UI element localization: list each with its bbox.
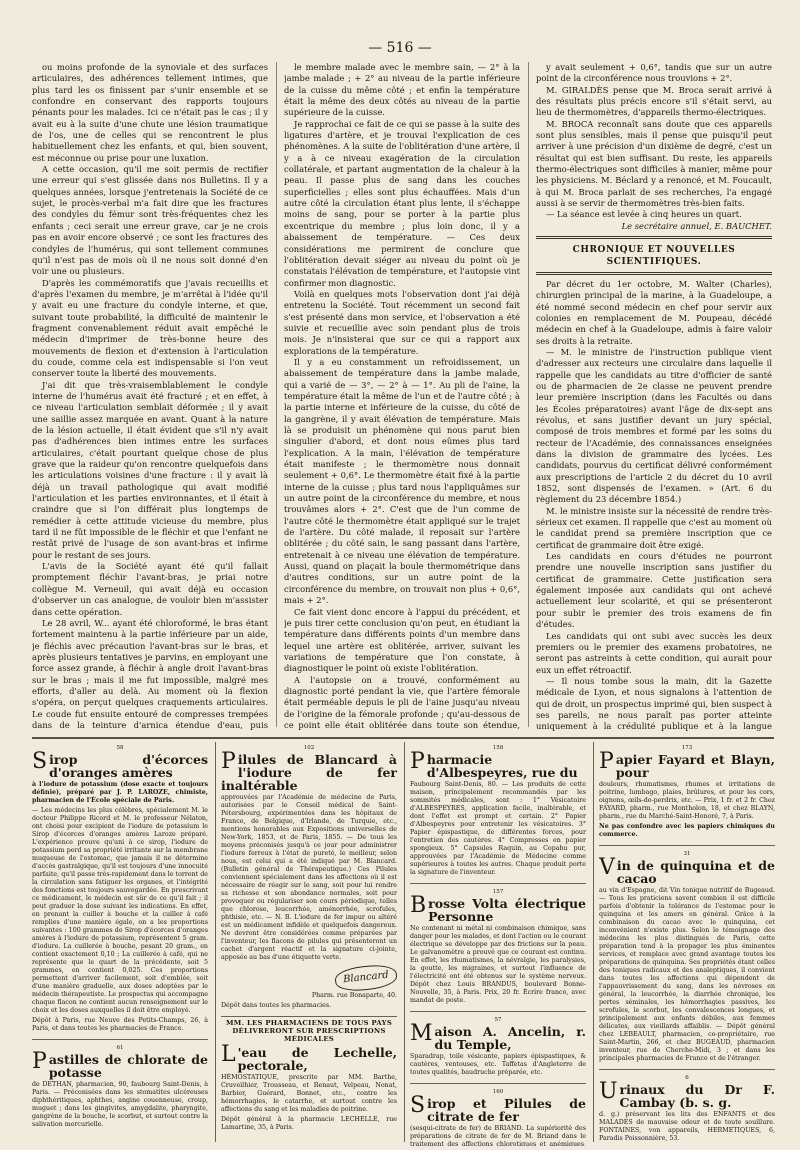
article-column-3 xyxy=(536,62,772,732)
ad-column-2 xyxy=(221,742,397,1146)
ad-body: d. g.) préservant les lits des ENFANTS et des MALADES de mauvaise odeur et de toute souillure. FONTAINES, von appareils, HERMETIQUES, 6, Paradis Poissonnière, 53. xyxy=(599,1111,775,1142)
paragraph: ou moins profonde de la synoviale et des surfaces articulaires, des adhérences tellement intimes, que plus tard les os finissent par s'unir ensemble et se confondre en conservant des rapports toujours pénants pour les malades. Ici ce n'était pas le cas ; il y avait eu à la suite d'une chute une lésion traumatique de l'os, une de celles qui se rencontrent le plus habituellement chez les enfants, et qui, bien souvent, est méconnue ou prise pour une luxation. xyxy=(32,62,268,163)
paragraph: M. BROCA reconnaît sans doute que ces appareils sont plus sensibles, mais il pense que puisqu'il peut arriver à une précision d'un dixième de degré, c'est un résultat qui est bien suffisant. Du reste, les appareils thermo-électriques sont difficiles à manier, même pour les physiciens. M. Béclard y a renoncé, et M. Foucault, à qui M. Broca parlait de ses recherches, l'a engagé aussi à se servir de thermomètres très-bien faits. xyxy=(536,118,772,209)
paragraph: Ce fait vient donc encore à l'appui du précédent, et je puis tirer cette conclusion qu'on peut, en étudiant la température dans différents points d'un membre dans lequel une artère est oblitérée, arriver, suivant les variations de température que l'on constate, à diagnostiquer le point où existe l'oblitération. xyxy=(284,606,520,674)
ad-title xyxy=(32,749,208,780)
paragraph: M. GIRALDÈS pense que M. Broca serait arrivé à des résultats plus précis encore s'il s'était servi, au lieu de thermomètres, d'appareils thermo-électriques. xyxy=(536,84,772,118)
ad-number: 31 xyxy=(683,851,691,857)
section-divider xyxy=(536,236,772,239)
paragraph: M. le ministre insiste sur la nécessité de rendre très-sérieux cet examen. Il rappelle que c'est au moment où le candidat prend sa première inscription que ce certificat de grammaire doit être exigé. xyxy=(536,505,772,550)
ad-number: 58 xyxy=(116,745,124,751)
advertisements-section xyxy=(32,742,774,1146)
column-divider xyxy=(215,742,216,1142)
ad-sirop-citrate xyxy=(410,1086,586,1146)
signature-stamp: Blancard xyxy=(334,963,397,993)
paragraph: L'avis de la Société ayant été qu'il fallait promptement fléchir l'avant-bras, je priai notre collègue M. Verneuil, qui avait déjà eu occasion d'observer un cas analogue, de vouloir bien m'assister dans cette opération. xyxy=(32,561,268,617)
ad-title-text: in de quinquina et de cacao xyxy=(616,858,775,886)
ad-address: Dépôt dans toutes les pharmacies. xyxy=(221,1002,332,1009)
ad-body: douleurs, rhumatismes, rhumes et irritations de poitrine, lumbago, plaies, brûlures, et pour les cors, oignons, œils-de-perdrix, etc. — Prix, 1 fr. et 2 fr. Chez FAYARD, pharm., rue Montholon, 18, et chez BLAYN, pharm., rue du Marché-Saint-Honoré, 7, à Paris. xyxy=(599,781,775,820)
ad-pastilles-chlorate xyxy=(32,1042,208,1135)
ad-dropcap: L xyxy=(221,1042,236,1067)
ad-title xyxy=(599,855,775,886)
ad-body: de DETHAN, pharmacien, 90, faubourg Saint-Denis, à Paris. — Préconisées dans les stomatites ulcéreuses diphthéritiques, aphthes, angine couenneuse, croup, muguet ; dans les gingivites, amygdalite, pharyngite, gangrène de la bouche, le scorbut, et surtout contre la salivation mercurielle. xyxy=(32,1081,208,1128)
ad-body: au vin d'Espagne, dit Vin tonique nutritif de Bugeaud. — Tous les praticiens savent combien il est difficile parfois d'obtenir la tolérance de l'estomac pour le quinquina et les amers en général. Grâce à la combinaison du cacao avec le quinquina, cet inconvénient n'existe plus. Selon le témoignage des médecins les plus distingués de Paris, cette préparation tend à la propager les plus éminentes services, et remplace avec grand avantage toutes les préparations de quinquina. Ses propriétés étant celles des toniques radicaux et des analeptiques, il convient dans toutes les affections qui dépendent de l'appauvrissement du sang, dans les névroses en général, la leucorrhée, la diarrhée chronique, les pertes séminales, les hémorrhagies passives, les scrofules, le scorbut, les convalescences longues, et principalement aux enfants débiles, aux femmes délicates, aux vieillards affaiblis. — Dépôt général chez LEBEAULT, pharmacien, co-propriétaire, rue Saint-Martin, 266, et chez BUGEAUD, pharmacien inventeur, rue de Cherche-Midi, 3 ; et dans les principales pharmacies de France et de l'étranger. xyxy=(599,887,775,1062)
ad-title-text: rosse Volta électrique Personne xyxy=(428,896,586,924)
page-number: — 516 — xyxy=(368,40,432,56)
stamp-caption: Pharm. rue Bonaparte, 40. xyxy=(311,992,397,999)
ad-dropcap: P xyxy=(32,1049,47,1074)
ad-dropcap: B xyxy=(410,893,427,918)
ad-sirop-oranges xyxy=(32,742,208,1040)
ad-subtitle: à l'iodure de potassium (dose exacte et toujours définie), préparé par J. P. LAROZE, chimiste, pharmacien de l'École spéciale de Paris. xyxy=(32,781,208,804)
ad-title-text: aison A. Ancelin, r. du Temple, xyxy=(434,1024,586,1052)
ad-eau-lechelle xyxy=(221,1043,397,1138)
article-column-1 xyxy=(32,62,268,732)
section-divider xyxy=(536,272,772,275)
ad-number: 57 xyxy=(494,1017,502,1023)
paragraph: Le 28 avril, W... ayant été chloroformé, le bras étant fortement maintenu à la partie inférieure par un aide, je fléchis avec précaution l'avant-bras sur le bras, et après plusieurs tentatives je parvins, en employant une force assez grande, à fléchir à angle droit l'avant-bras sur le bras ; mais il me fut impossible, malgré mes efforts, d'aller au delà. Au moment où la flexion s'opéra, on perçut quelques craquements articulaires. Le coude fut ensuite entouré de compresses trempées dans de la teinture d'arnica étendue d'eau, puis xyxy=(32,617,268,730)
ad-dropcap: P xyxy=(410,749,425,774)
paragraph: — La séance est levée à cinq heures un quart. xyxy=(546,209,742,220)
ad-title xyxy=(599,1079,775,1110)
ad-column-1 xyxy=(32,742,208,1146)
ad-number: 157 xyxy=(492,889,504,895)
column-divider xyxy=(528,62,529,727)
ad-number: 61 xyxy=(116,1045,124,1051)
ad-body: Sparadrap, toile vésicante, papiers épispastiques, & cautères, ventouses, etc. Taffetas d'Angleterre de toutes qualités, baudruche préparée, etc. xyxy=(410,1053,586,1076)
ad-title xyxy=(410,1093,586,1124)
ad-title xyxy=(599,749,775,780)
paragraph: D'après les commémoratifs que j'avais recueillis et d'après l'examen du membre, je m'arrêtai à l'idée qu'il y avait eu une fracture du condyle interne, et que, suivant toute probabilité, la difficulté de maintenir le fragment convenablement réduit avait empêché le médecin d'imprimer de très-bonne heure des mouvements de flexion et d'extension à l'articulation du coude, comme cela est indispensable si l'on veut conserver toute la liberté des mouvements. xyxy=(32,277,268,379)
ad-dropcap: S xyxy=(410,1093,426,1118)
paragraph: A l'autopsie on a trouvé, conformément au diagnostic porté pendant la vie, que l'artère fémorale était perméable depuis le pli de l'aine jusqu'au niveau de l'origine de la fémorale profonde ; qu'au-dessous de ce point elle était oblitérée dans toute son étendue, xyxy=(284,674,520,730)
ad-title-text: irop et Pilules de citrate de fer xyxy=(427,1096,586,1124)
ad-title xyxy=(32,1049,208,1080)
ad-title-text: harmacie d'Albespeyres, rue du xyxy=(426,752,578,780)
ad-title-text: ilules de Blancard à l'iodure de fer inaltérable xyxy=(221,752,397,793)
ad-dropcap: V xyxy=(599,855,615,880)
ad-body: Ne contenant ni métal ni combinaison chimique, sans danger pour les malades, et dont l'action ou le courant électrique se développe par des frictions sur la peau. Le galvanomètre a prouvé que ce courant est continu. En effet, les rhumatismes, la névralgie, les paralysies, la goutte, les migraines, et surtout l'influence de l'électricité ont été obtenus sur le système nerveux. Dépôt chez Louis BRANDUS, boulevard Bonne-Nouvelle, 35, à Paris. Prix, 20 fr. Écrire franco, avec mandat de poste. xyxy=(410,925,586,1004)
paragraph: Les candidats qui ont subi avec succès les deux premiers ou le premier des examens probatoires, ne seront pas astreints à cette condition, qui aurait pour eux un effet rétroactif. xyxy=(536,630,772,675)
ad-body: approuvées par l'Académie de médecine de Paris, autorisées par le Conseil médical de Saint-Pétersbourg, expérimentées dans les hôpitaux de France, de Belgique, d'Irlande, de Turquie, etc., mentions honorables aux Expositions universelles de New-York, 1853, et de Paris, 1855. — De tous les moyens préconisés jusqu'à ce jour pour administrer l'iodure ferreux à l'état de pureté, le meilleur, selon nous, est celui qui a été indiqué par M. Blancard. (Bulletin général de Thérapeutique.) Ces Pilules conviennent spécialement dans les affections où il est nécessaire de réagir sur le sang, soit pour lui rendre sa richesse et son abondance normales, soit pour provoquer ou régulariser son cours périodique, telles que chlorose, leucorrhée, aménorrhée, scrofules, phthisie, etc. — N. B. L'iodure de fer impur ou altéré est un médicament infidèle et quelquefois dangereux. Ne devront être considérées comme préparées par l'inventeur, les flacons de pilules qui présenteront un cachet d'argent réactif et la signature ci-jointe, apposée au bas d'une étiquette verte. xyxy=(221,794,397,961)
ad-body: (sesqui-citrate de fer) de BRIAND. La supériorité des préparations de citrate de fer de M. Briand dans le traitement des affections chlorotiques et anémiques, xyxy=(410,1125,586,1146)
ad-dropcap: U xyxy=(599,1079,618,1104)
ad-title xyxy=(221,749,397,793)
ad-papier-fayard xyxy=(599,742,775,846)
pharmacists-notice: MM. LES PHARMACIENS DE TOUS PAYS DÉLIVRERONT SUR PRESCRIPTIONS MÉDICALES xyxy=(225,1019,393,1043)
ad-number: 160 xyxy=(492,1089,504,1095)
ad-maison-ancelin xyxy=(410,1014,586,1084)
paragraph: — Il nous tombe sous la main, dit la Gazette médicale de Lyon, et nous signalons à l'attention de qui de droit, un prospectus imprimé qui, bien suspect à ses pareils, ne nous paraît pas porter atteinte uniquement à la crédulité publique et à la langue xyxy=(536,675,772,732)
chronicle-heading: CHRONIQUE ET NOUVELLES SCIENTIFIQUES. xyxy=(572,245,736,267)
ad-title-text: apier Fayard et Blayn, pour xyxy=(615,752,775,780)
article-column-2 xyxy=(284,62,520,732)
ad-title xyxy=(410,1021,586,1052)
ad-title-text: irop d'écorces d'oranges amères xyxy=(49,752,208,780)
ad-number: 173 xyxy=(681,745,693,751)
ad-dropcap: S xyxy=(32,749,48,774)
paragraph: J'ai dit que très-vraisemblablement le condyle interne de l'humérus avait été fracturé ; et en effet, à ce niveau l'articulation semblait déformée ; il y avait une saillie assez marquée en avant. Quant à la nature de la lésion actuelle, il était évident que s'il n'y avait pas d'adhérences bien intimes entre les surfaces articulaires, c'était pourtant quelque chose de plus grave que la raideur qu'on rencontre quelquefois dans les articulations voisines d'une fracture : il y avait là déjà un travail pathologique qui avait modifié l'articulation et les parties environnantes, et il était à craindre que si l'on différait plus longtemps de remédier à cette attitude vicieuse du membre, plus tard il ne fût impossible de le fléchir et que l'enfant ne restât privé de l'usage de son avant-bras et infirme pour le restant de ses jours. xyxy=(32,379,268,560)
ad-body: — Les médecins les plus célèbres, spécialement M. le docteur Philippe Ricord et M. le professeur Nélaton, ont choisi pour excipient de l'iodure de potassium le Sirop d'écorces d'oranges amères Laroze préparé. L'expérience prouve qu'uni à ce sirop, l'iodure de potassium perd sa propriété irritante sur la membrane muqueuse de l'estomac, que jamais il ne détermine d'accès gastralgique, qu'il est toujours d'une innocuité parfaite, qu'il passe très-rapidement dans le torrent de la circulation sans fatiguer les organes, et l'intégrité des fonctions est toujours sauvegardée. En prescrivant ce médicament, le médecin est sûr de ce qu'il fait ; il peut graduer la dose suivant les indications. En effet, en prenant la cuiller à bouche et la cuiller à café remplies d'une manière égale, on a les proportions suivantes : 100 grammes de Sirop d'écorces d'oranges amères à l'iodure de potassium, représentent 5 gram. d'iodure. La cuillerée à bouche, pesant 20 gram., en contient exactement 0,10 ; La cuillerée à café, qui ne représente que le quart de la précédente, soit 5 grammes, en contient 0,025. Ces proportions permettent d'arriver facilement, soit d'emblée, soit d'une manière graduelle, aux doses adoptées par le médecin thérapeutiste. Le prospectus qui accompagne chaque flacon ne contient aucun renseignement sur le choix et les doses auxquelles il doit être employé. xyxy=(32,807,208,1014)
ad-note: Ne pas confondre avec les papiers chimiques du commerce. xyxy=(599,823,775,838)
ad-column-4 xyxy=(599,742,775,1146)
ad-address: Dépôt général à la pharmacie LECHELLE, rue Lamartine, 35, à Paris. xyxy=(221,1116,397,1131)
ad-body: HÉMOSTATIQUE, prescrite par MM. Barthe, Cruveilhier, Trousseau, et Renaut, Velpeau, Nonat, Barbier, Guérard, Bonnet, etc., contre les hémorrhagies, le catarrhe, et surtout contre les affections du sang et les maladies de poitrine. xyxy=(221,1074,397,1113)
ad-body: Faubourg Saint-Denis, 80. — Les produits de cette maison, principalement recommandés par les sommités médicales, sont : 1° Vésicatoire d'ALBESPEYRES, application facile, inaltérable, et dont l'effet est prompt et certain. 2° Papier d'Albespeyres pour entretenir les vésicatoires. 3° Papier épispastique, de différentes forces, pour l'entretien des cautères. 4° Compresses en papier spongieux. 5° Capsules Raquin, au Copahu pur, approuvées par l'Académie de Médecine comme supérieures à toutes les autres. Chaque produit porte la signature de l'inventeur. xyxy=(410,781,586,876)
paragraph: Les candidats en cours d'études ne pourront prendre une nouvelle inscription sans justifier du certificat de grammaire. Cette justification sera également imposée aux candidats qui ont achevé actuellement leur scolarité, et qui se présenteront pour subir le premier des trois examens de fin d'études. xyxy=(536,551,772,630)
ad-dropcap: M xyxy=(410,1021,433,1046)
column-divider xyxy=(593,742,594,1142)
paragraph: Je rapprochai ce fait de ce qui se passe à la suite des ligatures d'artère, et je trouvai l'explication de ces phénomènes. A la suite de l'oblitération d'une artère, il y a à ce niveau exagération de la circulation collatérale, et partant augmentation de la chaleur à la peau. Il passe plus de sang dans les couches superficielles ; elles sont plus échauffées. Mais d'un autre côté la circulation étant plus lente, il s'échappe moins de sang, pour se porter à la partie plus excentrique du membre ; plus loin donc, il y a abaissement de température. — Ces deux considérations me permirent de conclure que l'oblitération devait siéger au niveau du point où je constatais l'élévation de température, et l'autopsie vint confirmer mon diagnostic. xyxy=(284,118,520,288)
ad-number: 158 xyxy=(492,745,504,751)
paragraph: le membre malade avec le membre sain, — 2° à la jambe malade ; + 2° au niveau de la partie inférieure de la cuisse du même côté ; et enfin la température était la même des deux côtés au niveau de la partie supérieure de la cuisse. xyxy=(284,62,520,118)
advertisement-divider xyxy=(32,737,774,739)
ad-dropcap: P xyxy=(221,749,236,774)
paragraph: Par décret du 1er octobre, M. Walter (Charles), chirurgien principal de la marine, à la Guadeloupe, a été nommé second médecin en chef pour servir aux colonies en remplacement de M. Poupeau, décédé médecin en chef à la Guadeloupe, admis à faire valoir ses droits à la retraite. xyxy=(536,278,772,346)
ad-urinaux-cambay xyxy=(599,1072,775,1146)
paragraph: Voilà en quelques mots l'observation dont j'ai déjà entretenu la Société. Tout récemment un second fait s'est présenté dans mon service, et l'observation a été suivie et recueillie avec soin pendant plus de trois mois. Je n'insisterai que sur ce qui a rapport aux explorations de la température. xyxy=(284,288,520,356)
ad-dropcap: P xyxy=(599,749,614,774)
ad-title-text: 'eau de Lechelle, pectorale, xyxy=(237,1045,397,1073)
ad-number: 102 xyxy=(303,745,315,751)
ad-pilules-blancard xyxy=(221,742,397,1017)
ad-vin-quinquina xyxy=(599,848,775,1070)
column-divider xyxy=(276,62,277,727)
ad-title-text: rinaux du Dr F. Cambay (b. s. g. xyxy=(619,1082,775,1110)
ad-title xyxy=(410,749,586,780)
ad-number: 6 xyxy=(685,1075,689,1081)
ad-column-3 xyxy=(410,742,586,1146)
ad-title-text: astilles de chlorate de potasse xyxy=(48,1052,208,1080)
paragraph: y avait seulement + 0,6°, tandis que sur un autre point de la circonférence nous trouvions + 2°. xyxy=(536,62,772,84)
ad-address: Dépôt à Paris, rue Neuve des Petits-Champs, 26, à Paris, et dans toutes les pharmacies de France. xyxy=(32,1017,208,1032)
ad-title xyxy=(410,893,586,924)
secretary-signature: Le secrétaire annuel, E. BAUCHET. xyxy=(621,220,772,231)
paragraph: A cette occasion, qu'il me soit permis de rectifier une erreur qui s'est glissée dans nos Bulletins. Il y a quelques années, lorsque j'entretenais la Société de ce sujet, le procès-verbal m'a fait dire que les fractures des condyles du fémur sont très-fréquentes chez les enfants ; ceci serait une erreur grave, car je ne crois pas en avoir encore observé ; ce sont les fractures des condyles de l'humérus, qui sont tellement communes qu'il n'est pas de mois où il ne nous soit donné d'en voir une ou plusieurs. xyxy=(32,164,268,277)
ad-brosse-volta xyxy=(410,886,586,1012)
ad-pharmacie-albespeyres xyxy=(410,742,586,884)
ad-title xyxy=(221,1042,397,1073)
paragraph: — M. le ministre de l'instruction publique vient d'adresser aux recteurs une circulaire dans laquelle il rappelle que les candidats au titre d'officier de santé ou de pharmacien de 2e classe ne peuvent prendre leur première inscription (dans les Facultés ou dans les Écoles préparatoires) avant l'âge de dix-sept ans révolus, et sans justifier devant un jury spécial, composé de trois membres et formé par les soins du recteur de l'Académie, des connaissances enseignées dans la division de grammaire des lycées. Les candidats, pourvus du certificat délivré conformément aux prescriptions de l'article 2 du décret du 10 avril 1852, sont dispensés de l'examen. » (Art. 6 du règlement du 23 décembre 1854.) xyxy=(536,346,772,505)
article-section xyxy=(32,62,774,732)
column-divider xyxy=(404,742,405,1142)
paragraph: Il y a eu constamment un refroidissement, un abaissement de température dans la jambe malade, qui a varié de — 3°, — 2° à — 1°. Au pli de l'aine, la température était la même de l'un et de l'autre côté ; à la partie interne et inférieure de la cuisse, du côté de la gangrène, il y avait élévation de température. Mais là se produisit un phénomène qui nous parut bien singulier d'abord, et dont nous eûmes plus tard l'explication. A la main, l'élévation de température était manifeste ; le thermomètre nous donnait seulement + 0,6°. Le thermomètre était fixé à la partie interne de la cuisse ; plus tard nous l'appliquâmes sur un autre point de la circonférence du membre, et nous trouvâmes alors + 2°. C'est que de l'un comme de l'autre côté le thermomètre était appliqué sur le trajet de l'artère. Du côté malade, il reposait sur l'artère oblitérée ; du côté sain, le sang passant dans l'artère, entretenait à ce niveau une élévation de température. Aussi, quand on plaçait la boule thermométrique dans d'autres conditions, sur un autre point de la circonférence du membre, on trouvait non plus + 0,6°, mais + 2°. xyxy=(284,356,520,606)
